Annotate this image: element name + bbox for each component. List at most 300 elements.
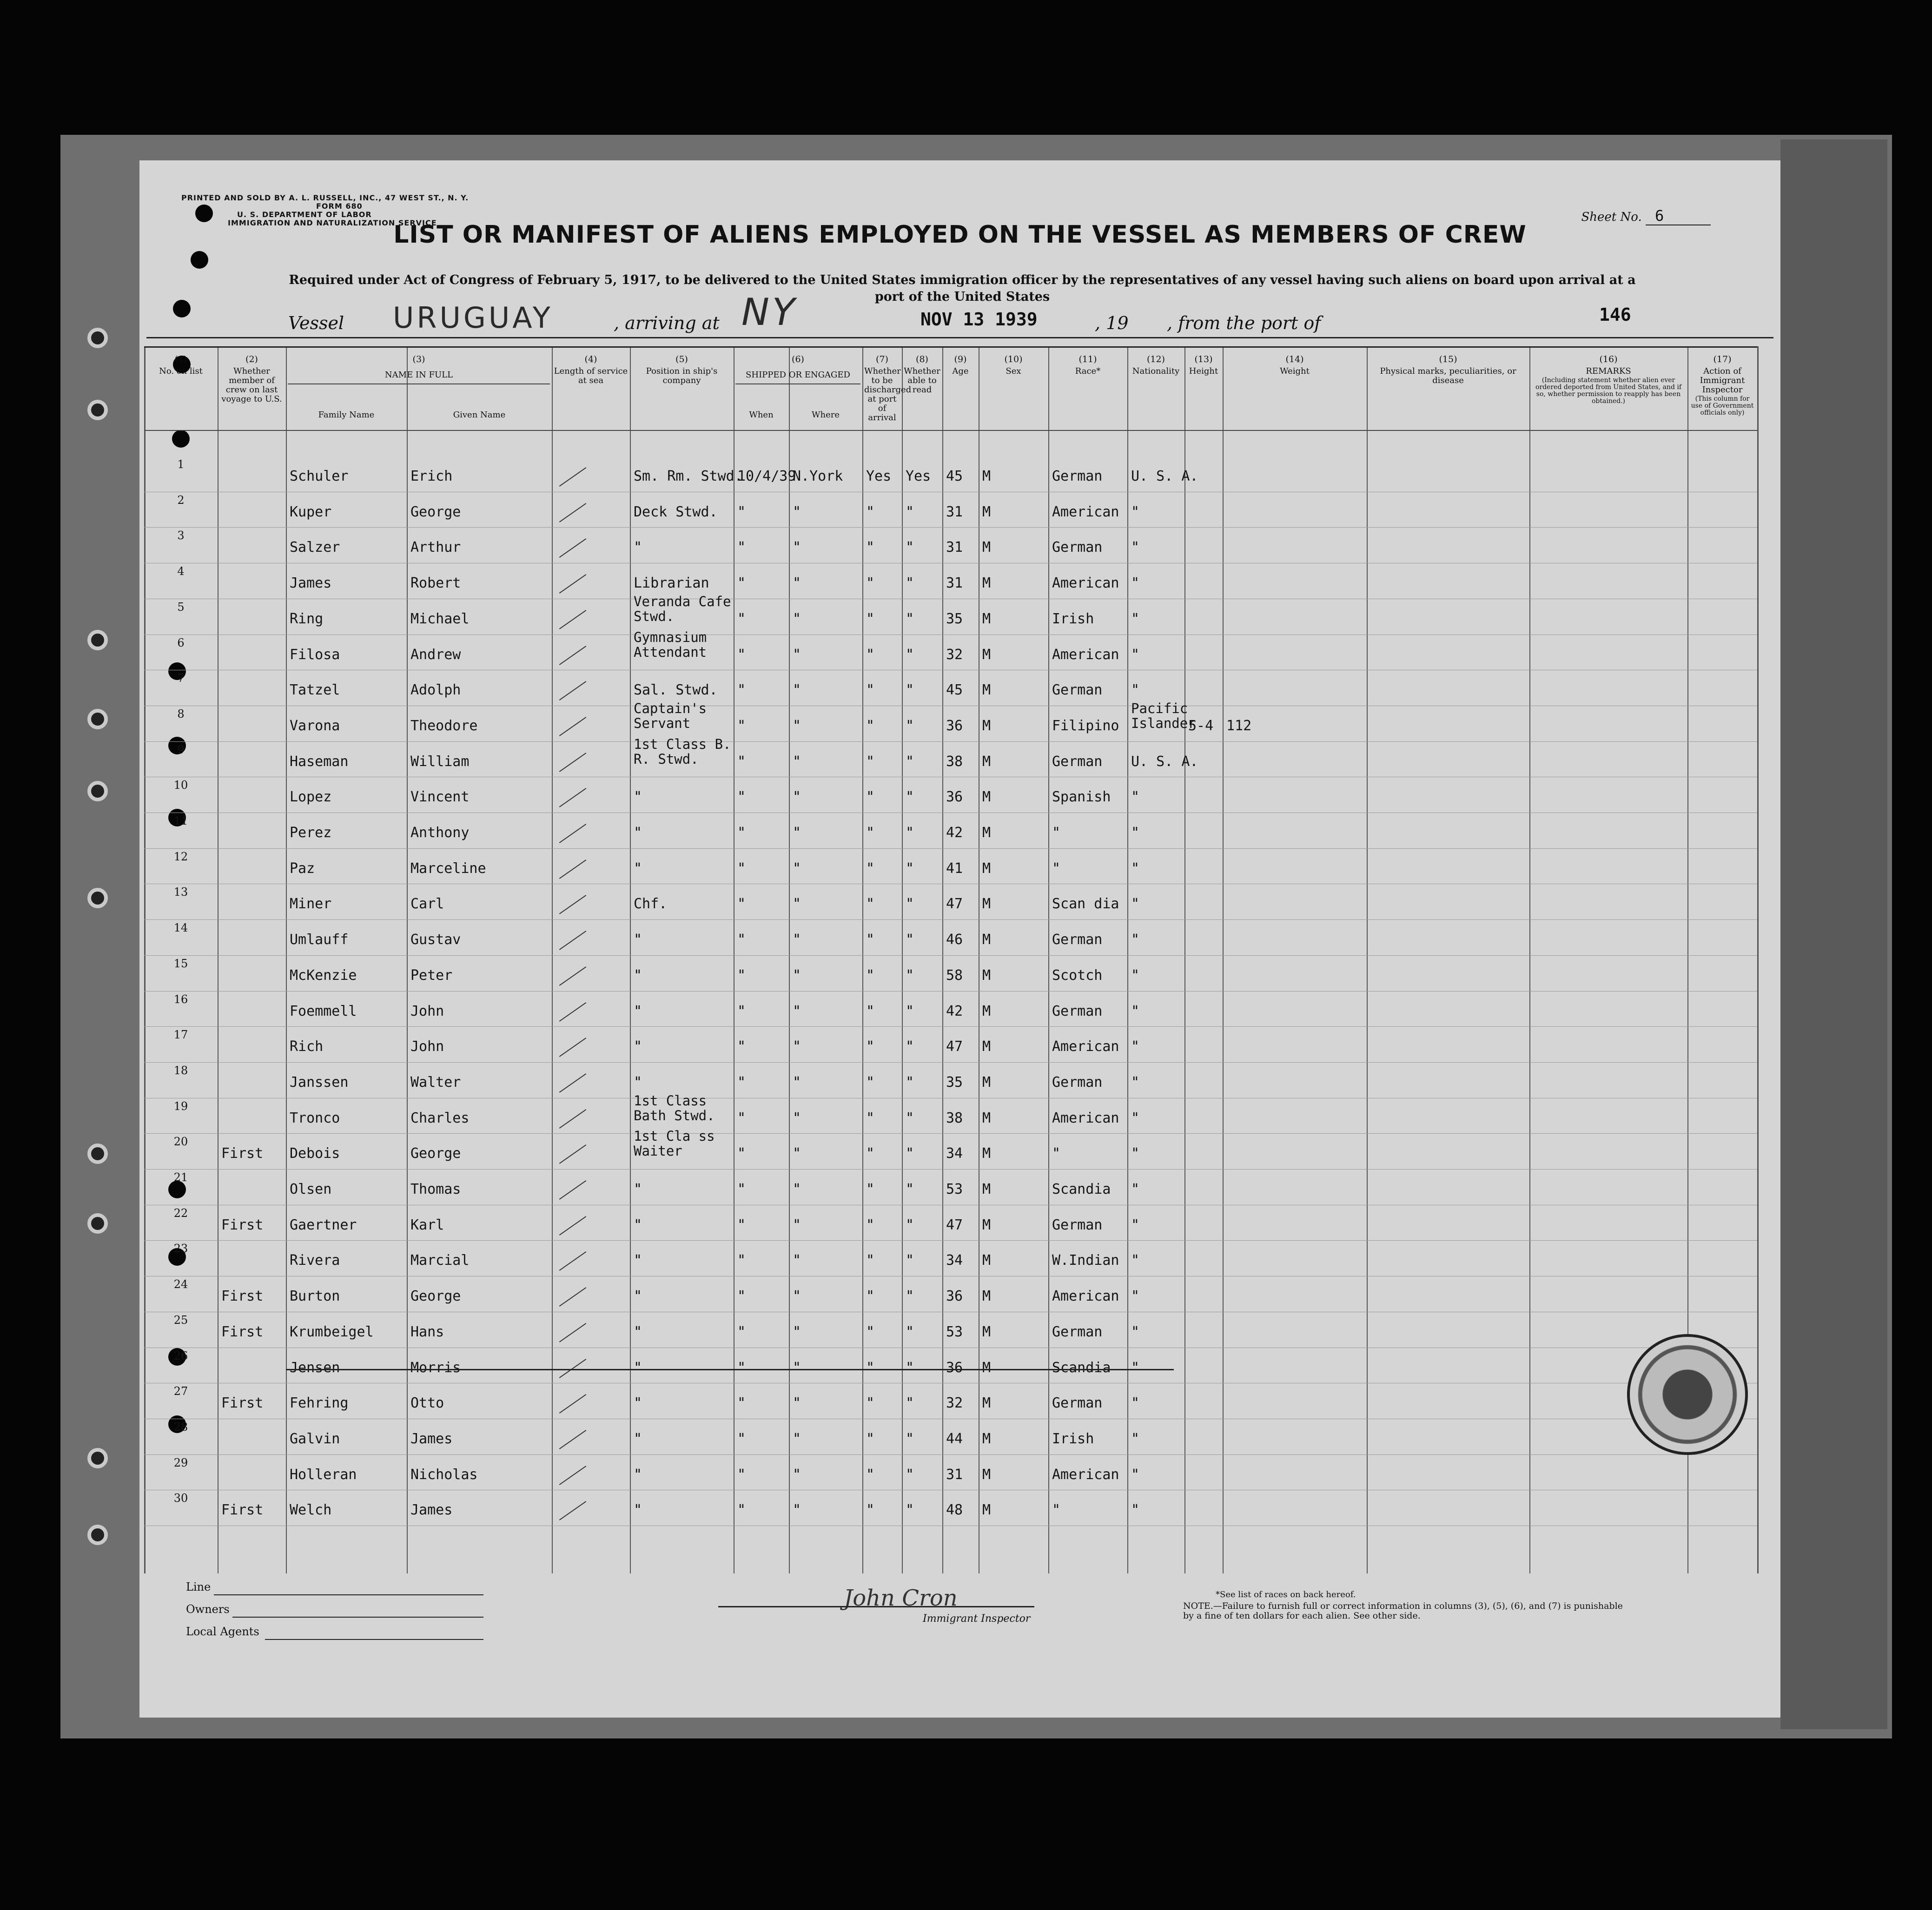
manifest-sheet xyxy=(139,160,1780,1718)
column-rule xyxy=(630,346,631,1573)
cell-nat: " xyxy=(1131,1466,1140,1483)
cell-family: Haseman xyxy=(290,753,349,770)
from-port-label: , from the port of xyxy=(1167,313,1321,333)
service-tick-mark xyxy=(559,1359,586,1378)
cell-prev: First xyxy=(221,1395,264,1412)
service-name: IMMIGRATION AND NATURALIZATION SERVICE xyxy=(228,218,437,227)
cell-when: " xyxy=(737,646,746,663)
cell-no: 2 xyxy=(177,493,185,507)
cell-age: 32 xyxy=(946,1395,963,1412)
column-header xyxy=(1687,355,1757,417)
cell-sex: M xyxy=(982,1181,991,1197)
cell-where: " xyxy=(793,1181,801,1197)
cell-age: 48 xyxy=(946,1502,963,1519)
cell-nat: " xyxy=(1131,1395,1140,1412)
cell-disch: " xyxy=(866,717,875,734)
cell-where: " xyxy=(793,1466,801,1483)
service-tick-mark xyxy=(559,1002,586,1022)
column-subheader: Given Name xyxy=(453,410,506,420)
cell-position: " xyxy=(634,1216,642,1233)
inspector-signature-line xyxy=(718,1606,1034,1607)
cell-position: 1st Class B. R. Stwd. xyxy=(634,736,731,767)
inspector-label: Immigrant Inspector xyxy=(923,1613,1031,1625)
cell-where: " xyxy=(793,1288,801,1305)
cell-nat: " xyxy=(1131,646,1140,663)
cell-given: John xyxy=(410,1003,444,1019)
cell-position: " xyxy=(634,967,642,984)
owners-field xyxy=(186,1603,230,1616)
cell-no: 21 xyxy=(173,1171,188,1184)
cell-age: 35 xyxy=(946,610,963,627)
cell-no: 3 xyxy=(177,529,185,542)
official-seal xyxy=(1627,1334,1748,1455)
cell-where: " xyxy=(793,575,801,592)
cell-position: Librarian xyxy=(634,575,709,592)
cell-prev: First xyxy=(221,1502,264,1519)
cell-family: Miner xyxy=(290,896,332,912)
cell-no: 23 xyxy=(173,1242,188,1256)
cell-race: Irish xyxy=(1052,610,1094,627)
cell-family: Rivera xyxy=(290,1252,340,1269)
service-tick-mark xyxy=(559,1144,586,1164)
cell-family: Rich xyxy=(290,1038,324,1055)
cell-sex: M xyxy=(982,1430,991,1447)
service-tick-mark xyxy=(559,1323,586,1342)
cell-read: " xyxy=(906,1359,914,1376)
cell-nat: " xyxy=(1131,575,1140,592)
cell-family: Salzer xyxy=(290,539,340,556)
cell-read: " xyxy=(906,789,914,806)
cell-where: " xyxy=(793,1003,801,1019)
cell-age: 36 xyxy=(946,789,963,806)
cell-family: Foemmell xyxy=(290,1003,357,1019)
cell-prev: First xyxy=(221,1323,264,1340)
cell-disch: " xyxy=(866,753,875,770)
column-rule xyxy=(1529,346,1530,1573)
service-tick-mark xyxy=(559,610,586,629)
cell-age: 38 xyxy=(946,753,963,770)
cell-disch: " xyxy=(866,1003,875,1019)
cell-sex: M xyxy=(982,1038,991,1055)
column-header xyxy=(1048,355,1127,376)
cell-nat: " xyxy=(1131,1502,1140,1519)
cell-sex: M xyxy=(982,967,991,984)
service-tick-mark xyxy=(559,574,586,594)
cell-age: 58 xyxy=(946,967,963,984)
cell-sex: M xyxy=(982,503,991,520)
cell-when: " xyxy=(737,1359,746,1376)
requirement-text: Required under Act of Congress of February 5, 1917, to be delivered to the United States immigration officer by the representatives of any vessel having such aliens on board upon arrival at a port of the United States xyxy=(289,273,1636,304)
cell-prev: First xyxy=(221,1288,264,1305)
column-rule xyxy=(862,346,863,1573)
cell-no: 24 xyxy=(173,1278,188,1291)
cell-given: Theodore xyxy=(410,717,478,734)
column-label: No. on list xyxy=(159,366,203,376)
column-rule xyxy=(1127,346,1128,1573)
cell-where: " xyxy=(793,1359,801,1376)
line-label: Line xyxy=(186,1580,211,1593)
cell-family: Holleran xyxy=(290,1466,357,1483)
cell-age: 42 xyxy=(946,1003,963,1019)
service-tick-mark xyxy=(559,1287,586,1307)
cell-where: " xyxy=(793,682,801,699)
cell-race: Spanish xyxy=(1052,789,1111,806)
cell-family: James xyxy=(290,575,332,592)
cell-race: W.Indian xyxy=(1052,1252,1119,1269)
cell-sex: M xyxy=(982,1110,991,1126)
cell-nat: " xyxy=(1131,1288,1140,1305)
cell-given: Peter xyxy=(410,967,453,984)
cell-when: " xyxy=(737,753,746,770)
agents-underline xyxy=(265,1639,483,1640)
cell-given: Gustav xyxy=(410,932,461,948)
cell-when: " xyxy=(737,1003,746,1019)
crew-table xyxy=(144,346,1757,1573)
column-header xyxy=(286,354,552,420)
cell-age: 42 xyxy=(946,825,963,841)
cell-disch: " xyxy=(866,860,875,877)
cell-no: 18 xyxy=(173,1064,188,1077)
cell-disch: " xyxy=(866,896,875,912)
cell-nat: " xyxy=(1131,1074,1140,1090)
cell-when: " xyxy=(737,1216,746,1233)
column-number: (2) xyxy=(245,354,258,364)
cell-no: 8 xyxy=(177,707,185,720)
punch-hole xyxy=(191,251,208,269)
cell-age: 32 xyxy=(946,646,963,663)
cell-race: " xyxy=(1052,860,1061,877)
cell-when: " xyxy=(737,1252,746,1269)
column-number: (9) xyxy=(954,354,967,364)
cell-when: " xyxy=(737,1038,746,1055)
cell-age: 45 xyxy=(946,682,963,699)
cell-sex: M xyxy=(982,539,991,556)
cell-race: German xyxy=(1052,1395,1103,1412)
cell-nat: " xyxy=(1131,1430,1140,1447)
page-number: 146 xyxy=(1599,304,1631,325)
cell-position: " xyxy=(634,1038,642,1055)
cell-disch: " xyxy=(866,967,875,984)
cell-nat: " xyxy=(1131,932,1140,948)
column-number: (11) xyxy=(1078,354,1097,364)
cell-given: James xyxy=(410,1502,453,1519)
cell-nat: " xyxy=(1131,1003,1140,1019)
vessel-label: Vessel xyxy=(288,313,344,333)
cell-where: " xyxy=(793,932,801,948)
cell-read: " xyxy=(906,1110,914,1126)
cell-given: Andrew xyxy=(410,646,461,663)
cell-race: German xyxy=(1052,1216,1103,1233)
service-tick-mark xyxy=(559,1180,586,1200)
cell-family: Debois xyxy=(290,1145,340,1162)
cell-position: Deck Stwd. xyxy=(634,503,718,520)
column-header xyxy=(1223,355,1367,376)
cell-family: Jensen xyxy=(290,1359,340,1376)
cell-no: 9 xyxy=(177,743,185,756)
cell-sex: M xyxy=(982,610,991,627)
column-label: Whether member of crew on last voyage to U.S. xyxy=(221,366,282,404)
cell-read: " xyxy=(906,1288,914,1305)
cell-where: " xyxy=(793,503,801,520)
row-rule xyxy=(144,1062,1757,1063)
cell-sex: M xyxy=(982,575,991,592)
cell-where: " xyxy=(793,539,801,556)
service-tick-mark xyxy=(559,503,586,522)
column-rule xyxy=(789,346,790,1573)
cell-no: 5 xyxy=(177,600,185,614)
cell-sex: M xyxy=(982,1502,991,1519)
cell-disch: " xyxy=(866,646,875,663)
cell-position: 1st Cla ss Waiter xyxy=(634,1128,715,1159)
row-rule xyxy=(144,527,1757,528)
cell-family: Ring xyxy=(290,610,324,627)
cell-family: Krumbeigel xyxy=(290,1323,374,1340)
cell-race: German xyxy=(1052,468,1103,484)
cell-where: " xyxy=(793,1038,801,1055)
cell-read: " xyxy=(906,753,914,770)
cell-disch: " xyxy=(866,1145,875,1162)
cell-age: 53 xyxy=(946,1181,963,1197)
cell-family: Perez xyxy=(290,825,332,841)
cell-disch: " xyxy=(866,1216,875,1233)
cell-given: William xyxy=(410,753,470,770)
service-tick-mark xyxy=(559,1466,586,1485)
cell-family: Gaertner xyxy=(290,1216,357,1233)
service-tick-mark xyxy=(559,538,586,558)
cell-when: " xyxy=(737,575,746,592)
service-tick-mark xyxy=(559,1038,586,1057)
cell-where: " xyxy=(793,1430,801,1447)
cell-age: 31 xyxy=(946,503,963,520)
column-subheader: Where xyxy=(811,410,840,420)
binder-ring xyxy=(87,1213,108,1234)
cell-read: " xyxy=(906,575,914,592)
cell-position: " xyxy=(634,1252,642,1269)
cell-nat: U. S. A. xyxy=(1131,753,1198,770)
cell-where: " xyxy=(793,1216,801,1233)
table-top-rule xyxy=(144,346,1757,348)
column-number: (4) xyxy=(584,354,597,364)
cell-given: Otto xyxy=(410,1395,444,1412)
cell-sex: M xyxy=(982,825,991,841)
cell-position: " xyxy=(634,1395,642,1412)
column-rule xyxy=(1048,346,1049,1573)
service-tick-mark xyxy=(559,717,586,736)
cell-race: German xyxy=(1052,682,1103,699)
service-tick-mark xyxy=(559,1073,586,1093)
cell-read: " xyxy=(906,1216,914,1233)
service-tick-mark xyxy=(559,753,586,772)
cell-given: George xyxy=(410,1288,461,1305)
cell-sex: M xyxy=(982,896,991,912)
cell-no: 30 xyxy=(173,1492,188,1505)
column-rule xyxy=(552,346,553,1573)
cell-no: 19 xyxy=(173,1099,188,1113)
cell-no: 26 xyxy=(173,1349,188,1362)
row-rule xyxy=(144,1133,1757,1134)
cell-position: " xyxy=(634,1288,642,1305)
cell-given: Walter xyxy=(410,1074,461,1090)
binder-ring xyxy=(87,1143,108,1164)
header-rule xyxy=(144,430,1757,431)
column-label: Race* xyxy=(1075,366,1101,376)
column-rule xyxy=(286,346,287,1573)
cell-read: " xyxy=(906,1145,914,1162)
cell-age: 41 xyxy=(946,860,963,877)
cell-age: 46 xyxy=(946,932,963,948)
row-rule xyxy=(144,1169,1757,1170)
cell-sex: M xyxy=(982,1323,991,1340)
sheet-number: 6 xyxy=(1646,207,1711,225)
column-rule xyxy=(902,346,903,1573)
cell-family: Welch xyxy=(290,1502,332,1519)
cell-read: " xyxy=(906,1252,914,1269)
cell-sex: M xyxy=(982,753,991,770)
cell-position: Sm. Rm. Stwd. xyxy=(634,468,743,484)
cell-position: " xyxy=(634,1074,642,1090)
column-note: (This column for use of Government officials only) xyxy=(1691,395,1754,416)
cell-race: Filipino xyxy=(1052,717,1119,734)
cell-when: 10/4/39 xyxy=(737,468,796,484)
cell-race: " xyxy=(1052,1145,1061,1162)
service-tick-mark xyxy=(559,1216,586,1236)
cell-race: German xyxy=(1052,539,1103,556)
cell-given: Nicholas xyxy=(410,1466,478,1483)
cell-sex: M xyxy=(982,1466,991,1483)
cell-position: " xyxy=(634,860,642,877)
cell-sex: M xyxy=(982,1074,991,1090)
service-tick-mark xyxy=(559,681,586,701)
column-number: (1) xyxy=(174,354,187,364)
cell-read: " xyxy=(906,1502,914,1519)
cell-age: 44 xyxy=(946,1430,963,1447)
cell-race: Scandia xyxy=(1052,1181,1111,1197)
cell-race: " xyxy=(1052,1502,1061,1519)
cell-read: " xyxy=(906,1181,914,1197)
cell-read: " xyxy=(906,503,914,520)
cell-when: " xyxy=(737,503,746,520)
cell-no: 10 xyxy=(173,779,188,792)
column-number: (15) xyxy=(1439,354,1457,364)
cell-given: Marcial xyxy=(410,1252,470,1269)
cell-disch: " xyxy=(866,610,875,627)
cell-age: 47 xyxy=(946,896,963,912)
cell-when: " xyxy=(737,1145,746,1162)
cell-family: Tatzel xyxy=(290,682,340,699)
cell-disch: " xyxy=(866,503,875,520)
cell-race: American xyxy=(1052,575,1119,592)
cell-read: " xyxy=(906,682,914,699)
cell-sex: M xyxy=(982,932,991,948)
cell-family: Janssen xyxy=(290,1074,349,1090)
cell-no: 17 xyxy=(173,1028,188,1042)
cell-age: 31 xyxy=(946,539,963,556)
service-tick-mark xyxy=(559,1501,586,1520)
cell-nat: " xyxy=(1131,1110,1140,1126)
cell-when: " xyxy=(737,932,746,948)
column-header xyxy=(552,355,630,385)
cell-disch: " xyxy=(866,682,875,699)
cell-where: " xyxy=(793,967,801,984)
cell-where: " xyxy=(793,789,801,806)
cell-age: 38 xyxy=(946,1110,963,1126)
column-rule xyxy=(1223,346,1224,1573)
cell-race: German xyxy=(1052,1323,1103,1340)
cell-where: N.York xyxy=(793,468,843,484)
column-number: (8) xyxy=(916,354,928,364)
cell-race: Irish xyxy=(1052,1430,1094,1447)
cell-family: Kuper xyxy=(290,503,332,520)
cell-when: " xyxy=(737,825,746,841)
cell-sex: M xyxy=(982,1003,991,1019)
cell-when: " xyxy=(737,610,746,627)
cell-no: 6 xyxy=(177,636,185,649)
cell-no: 22 xyxy=(173,1206,188,1220)
cell-where: " xyxy=(793,1502,801,1519)
binder-ring xyxy=(87,328,108,348)
cell-nat: " xyxy=(1131,896,1140,912)
binder-ring xyxy=(87,630,108,650)
cell-race: American xyxy=(1052,1038,1119,1055)
cell-sex: M xyxy=(982,1288,991,1305)
cell-family: Galvin xyxy=(290,1430,340,1447)
column-label: Action of Immigrant Inspector xyxy=(1700,366,1745,395)
row-rule xyxy=(144,919,1757,920)
cell-when: " xyxy=(737,967,746,984)
column-label: Whether to be discharged at port of arrival xyxy=(864,366,912,423)
cell-race: American xyxy=(1052,1110,1119,1126)
cell-age: 35 xyxy=(946,1074,963,1090)
binder-ring xyxy=(87,781,108,801)
cell-no: 1 xyxy=(177,458,185,471)
cell-disch: " xyxy=(866,1323,875,1340)
cell-where: " xyxy=(793,896,801,912)
service-tick-mark xyxy=(559,646,586,665)
service-tick-mark xyxy=(559,788,586,807)
service-tick-mark xyxy=(559,1394,586,1414)
vessel-name: URUGUAY xyxy=(393,301,553,335)
cell-where: " xyxy=(793,717,801,734)
cell-position: Captain's Servant xyxy=(634,700,707,731)
cell-given: Adolph xyxy=(410,682,461,699)
cell-when: " xyxy=(737,1395,746,1412)
owners-underline xyxy=(232,1617,483,1618)
cell-sex: M xyxy=(982,646,991,663)
cell-nat: Pacific Islander xyxy=(1131,700,1196,731)
cell-race: " xyxy=(1052,825,1061,841)
scan-board-edge xyxy=(1780,139,1887,1729)
cell-read: " xyxy=(906,860,914,877)
form-number: FORM 680 xyxy=(316,202,363,211)
cell-sex: M xyxy=(982,1216,991,1233)
column-header xyxy=(218,355,286,404)
service-tick-mark xyxy=(559,1430,586,1449)
column-label: Length of service at sea xyxy=(554,366,628,385)
cell-race: German xyxy=(1052,932,1103,948)
cell-race: German xyxy=(1052,1074,1103,1090)
cell-where: " xyxy=(793,1252,801,1269)
column-rule xyxy=(1184,346,1185,1573)
cell-no: 20 xyxy=(173,1135,188,1149)
cell-read: " xyxy=(906,896,914,912)
column-header xyxy=(1184,355,1223,376)
binder-ring xyxy=(87,888,108,908)
cell-when: " xyxy=(737,1110,746,1126)
cell-where: " xyxy=(793,753,801,770)
column-header xyxy=(1367,355,1529,385)
cell-position: " xyxy=(634,539,642,556)
cell-no: 4 xyxy=(177,565,185,578)
